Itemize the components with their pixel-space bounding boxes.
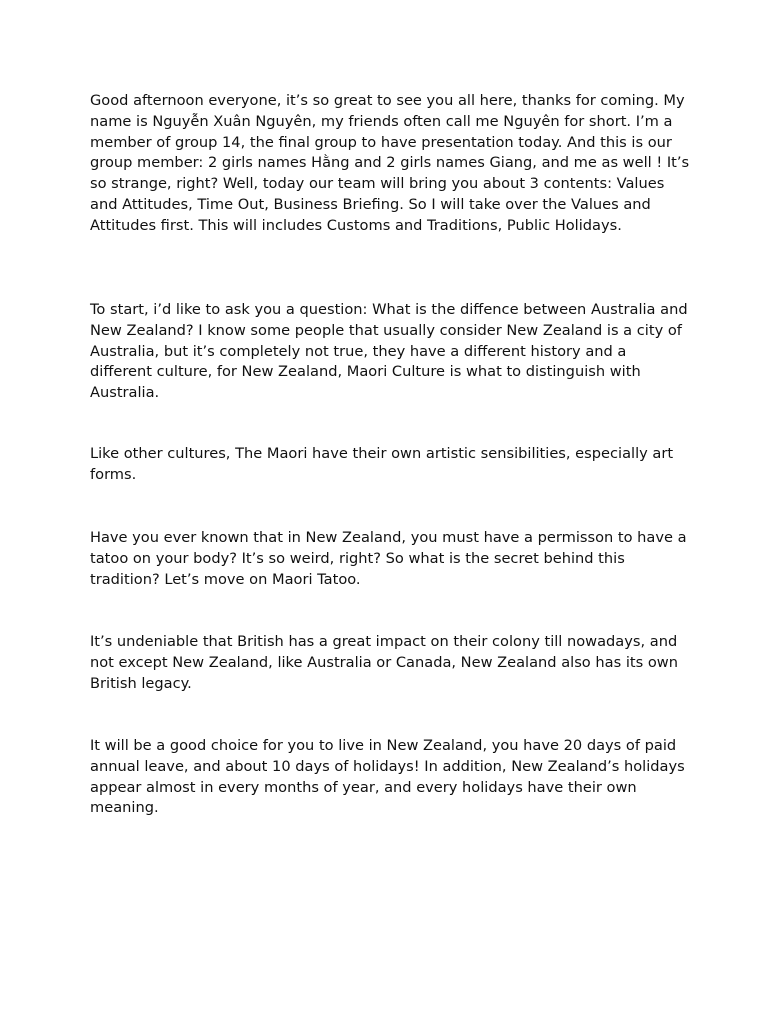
paragraph-public-holidays: It will be a good choice for you to live in New Zealand, you have 20 days of paid annual leave, and about 10 days of holidays! In addition, New Zealand’s holidays appear almost in every months of year, and every holidays have their own meaning. <box>90 737 685 817</box>
paragraph-british-legacy: It’s undeniable that British has a great impact on their colony till nowadays, and not except New Zealand, like Australia or Canada, New Zealand also has its own British legacy. <box>90 633 678 692</box>
paragraph-maori-art: Like other cultures, The Maori have their own artistic sensibilities, especially art forms. <box>90 445 674 483</box>
paragraph-introduction: Good afternoon everyone, it’s so great to see you all here, thanks for coming. My name is Nguyễn Xuân Nguyên, my friends often call me Nguyên for short. I’m a member of group 14, the final group to have presentation today. And this is our group member: 2 girls names Hằng and 2 girls names Giang, and me as well ! It’s so strange, right? Well, today our team will bring you about 3 contents: Values and Attitudes, Time Out, Business Briefing. So I will take over the Values and Attitudes first. This will includes Customs and Traditions, Public Holidays. <box>90 92 690 234</box>
paragraph-australia-vs-new-zealand: To start, i’d like to ask you a question: What is the diffence between Australia and New Zealand? I know some people that usually consider New Zealand is a city of Australia, but it’s completely not true, they have a different history and a different culture, for New Zealand, Maori Culture is what to distinguish with Australia. <box>90 301 688 402</box>
paragraph-maori-tattoo: Have you ever known that in New Zealand, you must have a permisson to have a tatoo on your body? It’s so weird, right? So what is the secret behind this tradition? Let’s move on Maori Tatoo. <box>90 529 687 588</box>
